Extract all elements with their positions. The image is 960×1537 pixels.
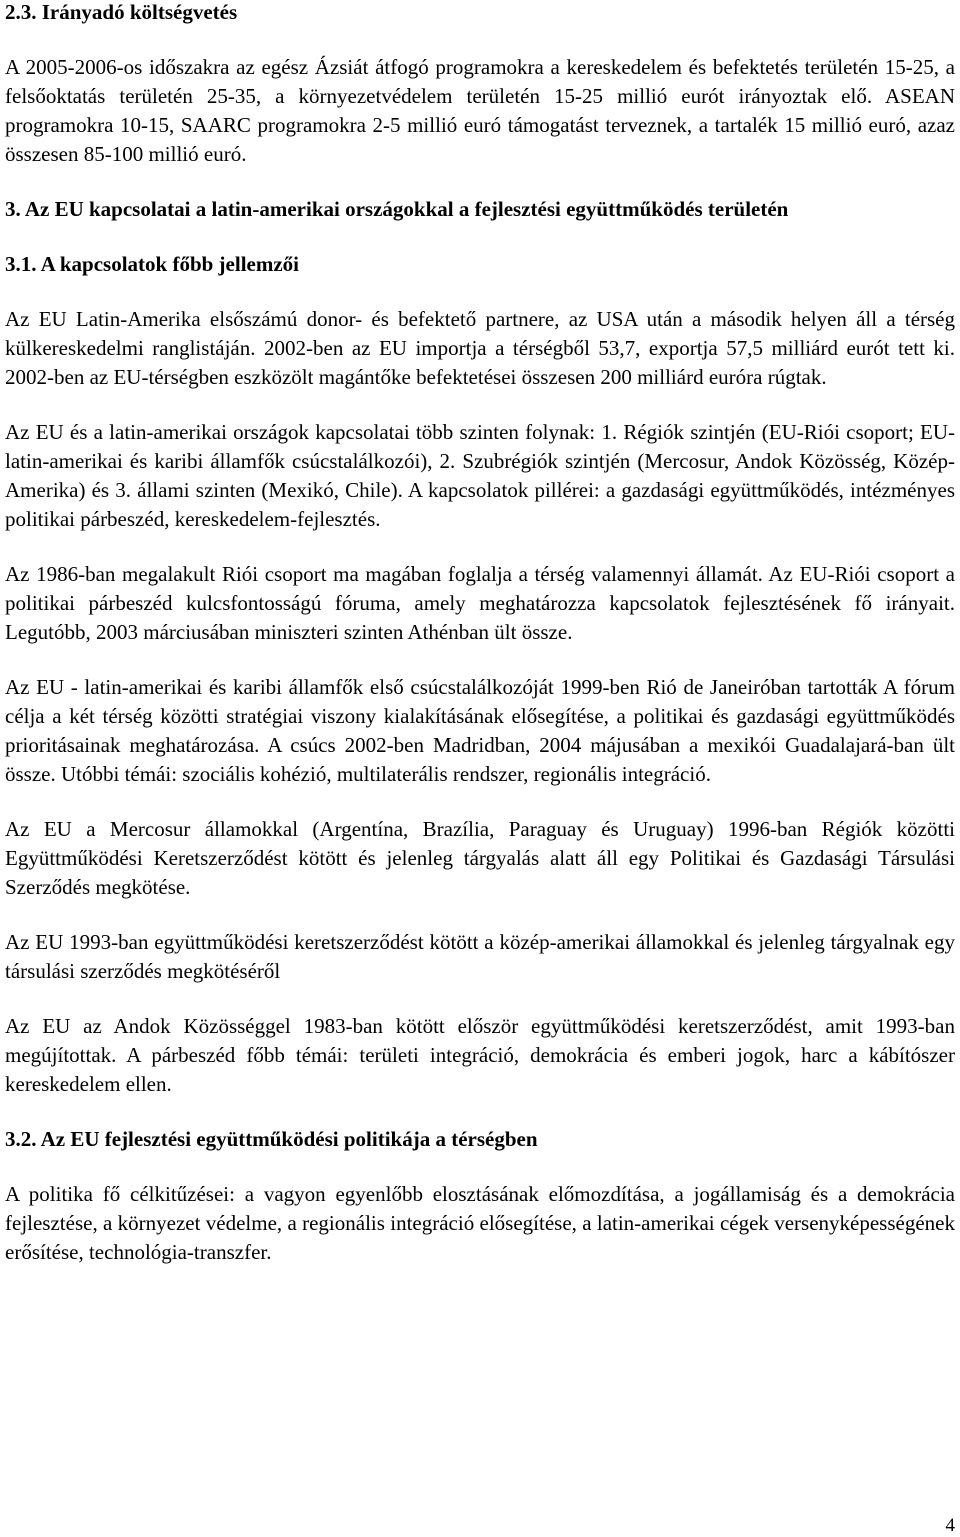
heading-3-1: 3.1. A kapcsolatok főbb jellemzői [5, 252, 300, 276]
page-number: 4 [945, 1515, 955, 1536]
heading-3-2: 3.2. Az EU fejlesztési együttműködési politikája a térségben [5, 1127, 538, 1151]
paragraph-summit: Az EU - latin-amerikai és karibi államfők első csúcstalálkozóját 1999-ben Rió de Janeiróban tartották A fórum célja a két térség közötti stratégiai viszony kialakításának elősegítése, a politikai és gazdasági együttműködés prioritásainak meghatározása. A csúcs 2002-ben Madridban, 2004 májusában a mexikói Guadalajará-ban ült össze. Utóbbi témái: szociális kohézió, multilaterális rendszer, regionális integráció. [5, 675, 955, 786]
paragraph-rio-group: Az 1986-ban megalakult Riói csoport ma magában foglalja a térség valamennyi államát. Az EU-Riói csoport a politikai párbeszéd kulcsfontosságú fóruma, amely meghatározza kapcsolatok fejlesztésének fő irányait. Legutóbb, 2003 márciusában miniszteri szinten Athénban ült össze. [5, 562, 955, 644]
paragraph-budget: A 2005-2006-os időszakra az egész Ázsiát átfogó programokra a kereskedelem és befektetés területén 15-25, a felsőoktatás területén 25-35, a környezetvédelem területén 15-25 millió eurót irányoztak elő. ASEAN programokra 10-15, SAARC programokra 2-5 millió euró támogatást terveznek, a tartalék 15 millió euró, azaz összesen 85-100 millió euró. [5, 55, 955, 166]
paragraph-levels: Az EU és a latin-amerikai országok kapcsolatai több szinten folynak: 1. Régiók szintjén (EU-Riói csoport; EU- latin-amerikai és karibi államfők csúcstalálkozói), 2. Szubrégiók szintjén (Mercosur, Andok Közösség, Közép-Amerika) és 3. állami szinten (Mexikó, Chile). A kapcsolatok pillérei: a gazdasági együttműködés, intézményes politikai párbeszéd, kereskedelem-fejlesztés. [5, 420, 955, 531]
paragraph-donor: Az EU Latin-Amerika elsőszámú donor- és befektető partnere, az USA után a második helyen áll a térség külkereskedelmi ranglistáján. 2002-ben az EU importja a térségből 53,7, exportja 57,5 milliárd eurót tett ki. 2002-ben az EU-térségben eszközölt magántőke befektetései összesen 200 milliárd euróra rúgtak. [5, 307, 955, 389]
paragraph-policy-goals: A politika fő célkitűzései: a vagyon egyenlőbb elosztásának előmozdítása, a jogállamiság és a demokrácia fejlesztése, a környezet védelme, a regionális integráció elősegítése, a latin-amerikai cégek versenyképességének erősítése, technológia-transzfer. [5, 1182, 955, 1264]
document-page [5, 0, 955, 1267]
paragraph-mercosur: Az EU a Mercosur államokkal (Argentína, Brazília, Paraguay és Uruguay) 1996-ban Régiók közötti Együttműködési Keretszerződést kötött és jelenleg tárgyalás alatt áll egy Politikai és Gazdasági Társulási Szerződés megkötése. [5, 817, 955, 899]
heading-2-3: 2.3. Irányadó költségvetés [5, 0, 238, 24]
paragraph-andean: Az EU az Andok Közösséggel 1983-ban kötött először együttműködési keretszerződést, amit 1993-ban megújítottak. A párbeszéd főbb témái: területi integráció, demokrácia és emberi jogok, harc a kábítószer kereskedelem ellen. [5, 1014, 955, 1096]
heading-3: 3. Az EU kapcsolatai a latin-amerikai országokkal a fejlesztési együttműködés területén [5, 197, 789, 221]
paragraph-central-america: Az EU 1993-ban együttműködési keretszerződést kötött a közép-amerikai államokkal és jelenleg tárgyalnak egy társulási szerződés megkötéséről [5, 930, 955, 983]
